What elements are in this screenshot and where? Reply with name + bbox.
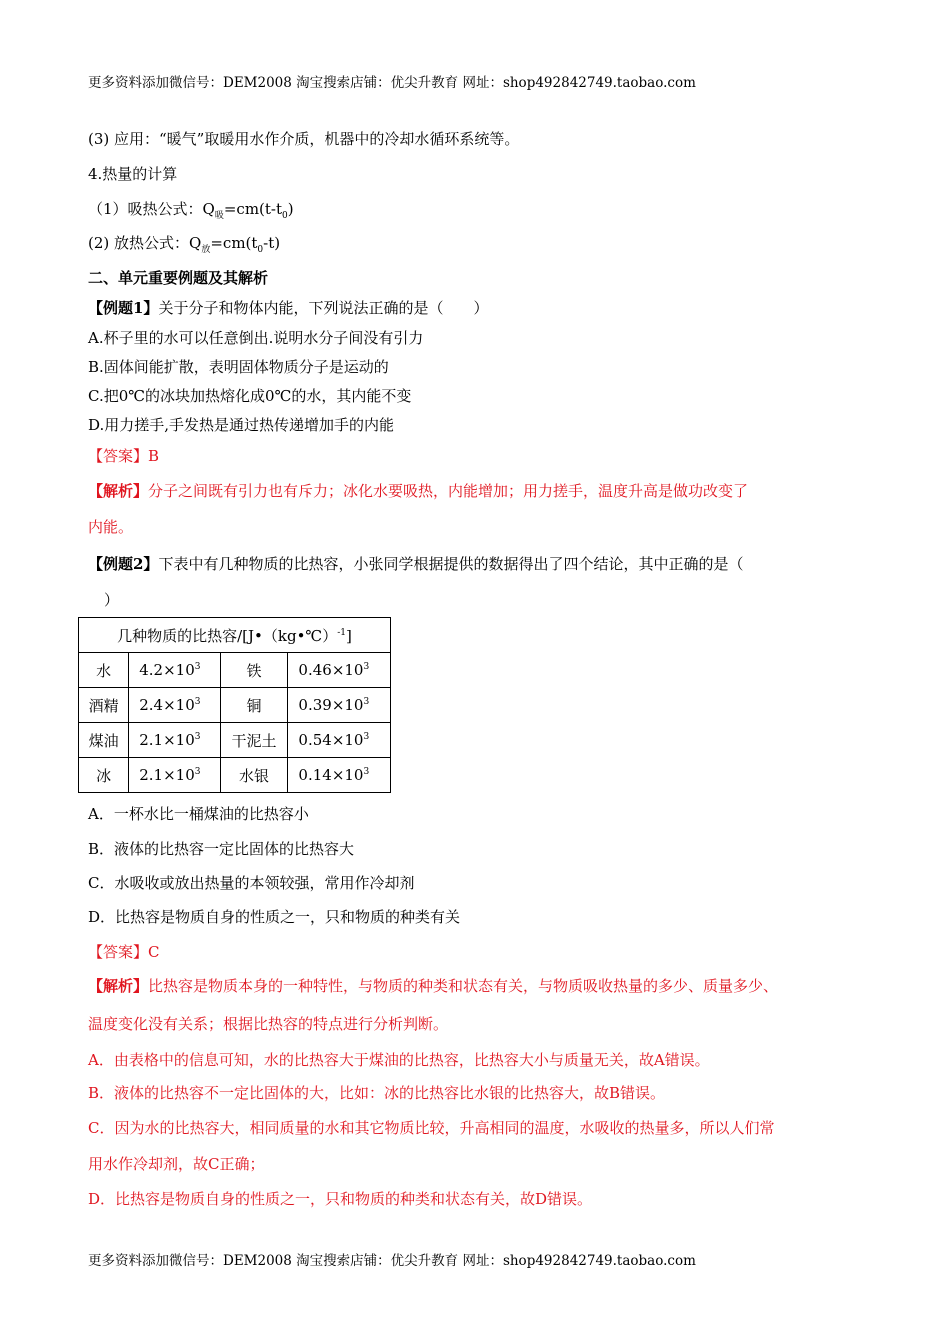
application-text: (3) 应用：“暖气”取暖用水作介质，机器中的冷却水循环系统等。 bbox=[88, 130, 520, 148]
table-caption-row bbox=[79, 618, 391, 653]
table-cell bbox=[129, 653, 220, 688]
table-exp: 3 bbox=[363, 662, 370, 672]
table-cell bbox=[288, 653, 391, 688]
table-value: 2.1×10 bbox=[139, 766, 195, 784]
absorb-formula-body: =cm(t-t bbox=[223, 200, 283, 218]
example2-analysis-line: 温度变化没有关系；根据比热容的特点进行分析判断。 bbox=[88, 1015, 449, 1033]
example1-option-d: D.用力搓手,手发热是通过热传递增加手的内能 bbox=[88, 416, 395, 434]
table-caption-text: 几种物质的比热容/[J•（kg•℃） bbox=[117, 626, 338, 645]
example2-question-close: ） bbox=[104, 591, 120, 609]
example2-analysis-line: B．液体的比热容不一定比固体的大，比如：冰的比热容比水银的比热容大，故B错误。 bbox=[88, 1084, 666, 1102]
absorb-formula-end: ) bbox=[287, 200, 294, 218]
example1-question bbox=[88, 297, 488, 318]
release-formula-sub: 放 bbox=[201, 245, 211, 255]
table-cell: 水银 bbox=[220, 758, 288, 793]
table-cell bbox=[288, 688, 391, 723]
example1-analysis-tag: 【解析】 bbox=[88, 482, 149, 500]
example2-question-text: 下表中有几种物质的比热容，小张同学根据提供的数据得出了四个结论，其中正确的是（ bbox=[158, 555, 744, 573]
example2-analysis-line: A．由表格中的信息可知，水的比热容大于煤油的比热容，比热容大小与质量无关，故A错误。 bbox=[88, 1051, 710, 1069]
release-formula-body: =cm(t bbox=[210, 234, 258, 252]
table-exp: 3 bbox=[194, 662, 201, 672]
example1-answer: 【答案】B bbox=[88, 447, 160, 465]
table-cell: 煤油 bbox=[79, 723, 129, 758]
absorb-formula-t0: 0 bbox=[282, 211, 288, 221]
table-row bbox=[79, 723, 391, 758]
table-cell bbox=[288, 723, 391, 758]
example1-question-text: 关于分子和物体内能，下列说法正确的是（ ） bbox=[158, 299, 489, 317]
table-value: 2.4×10 bbox=[139, 696, 195, 714]
example1-option-c: C.把0℃的冰块加热熔化成0℃的水，其内能不变 bbox=[88, 387, 412, 405]
table-row bbox=[79, 688, 391, 723]
table-caption bbox=[79, 618, 391, 653]
example2-analysis bbox=[88, 975, 778, 996]
example2-analysis-text: 比热容是物质本身的一种特性，与物质的种类和状态有关，与物质吸收热量的多少、质量多少、 bbox=[148, 977, 779, 995]
table-value: 0.39×10 bbox=[298, 696, 364, 714]
table-cell bbox=[129, 723, 220, 758]
table-value: 0.46×10 bbox=[298, 661, 364, 679]
example2-analysis-line: C．因为水的比热容大，相同质量的水和其它物质比较，升高相同的温度，水吸收的热量多，所以人们常 bbox=[88, 1119, 775, 1137]
absorb-formula bbox=[88, 198, 294, 221]
example1-analysis bbox=[88, 480, 748, 501]
example2-option-d: D．比热容是物质自身的性质之一，只和物质的种类有关 bbox=[88, 908, 461, 926]
example2-answer: 【答案】C bbox=[88, 943, 160, 961]
table-cell: 冰 bbox=[79, 758, 129, 793]
example2-tag: 【例题2】 bbox=[88, 555, 159, 573]
example2-analysis-line: D．比热容是物质自身的性质之一，只和物质的种类和状态有关，故D错误。 bbox=[88, 1190, 593, 1208]
table-cell: 干泥土 bbox=[220, 723, 288, 758]
example1-tag: 【例题1】 bbox=[88, 299, 159, 317]
example2-question bbox=[88, 553, 743, 574]
table-cell bbox=[129, 758, 220, 793]
table-exp: 3 bbox=[363, 697, 370, 707]
table-cell: 酒精 bbox=[79, 688, 129, 723]
table-cell: 水 bbox=[79, 653, 129, 688]
example2-analysis-tag: 【解析】 bbox=[88, 977, 149, 995]
example2-option-a: A．一杯水比一桶煤油的比热容小 bbox=[88, 805, 309, 823]
release-formula-end: -t) bbox=[263, 234, 281, 252]
example1-option-b: B.固体间能扩散，表明固体物质分子是运动的 bbox=[88, 358, 389, 376]
table-cell bbox=[129, 688, 220, 723]
table-exp: 3 bbox=[194, 697, 201, 707]
page-header: 更多资料添加微信号：DEM2008 淘宝搜索店铺：优尖升教育 网址：shop492842749.taobao.com bbox=[88, 75, 696, 91]
release-formula-t0: 0 bbox=[257, 245, 264, 255]
table-row bbox=[79, 758, 391, 793]
table-exp: 3 bbox=[194, 732, 201, 742]
section-title: 二、单元重要例题及其解析 bbox=[88, 269, 269, 287]
example2-analysis-line: 用水作冷却剂，故C正确； bbox=[88, 1155, 265, 1173]
example2-option-c: C．水吸收或放出热量的本领较强，常用作冷却剂 bbox=[88, 874, 415, 892]
table-value: 4.2×10 bbox=[139, 661, 195, 679]
table-exp: 3 bbox=[363, 732, 370, 742]
example1-analysis-text: 分子之间既有引力也有斥力；冰化水要吸热，内能增加；用力搓手，温度升高是做功改变了 bbox=[148, 482, 749, 500]
table-value: 2.1×10 bbox=[139, 731, 195, 749]
release-formula bbox=[88, 232, 280, 255]
page-footer: 更多资料添加微信号：DEM2008 淘宝搜索店铺：优尖升教育 网址：shop492842749.taobao.com bbox=[88, 1253, 696, 1269]
table-row bbox=[79, 653, 391, 688]
table-cell: 铁 bbox=[220, 653, 288, 688]
table-cell bbox=[288, 758, 391, 793]
table-cell: 铜 bbox=[220, 688, 288, 723]
specific-heat-table bbox=[78, 617, 391, 793]
example1-option-a: A.杯子里的水可以任意倒出.说明水分子间没有引力 bbox=[88, 329, 424, 347]
release-formula-prefix: (2) 放热公式：Q bbox=[88, 234, 202, 252]
table-value: 0.14×10 bbox=[298, 766, 364, 784]
example1-analysis-cont: 内能。 bbox=[88, 518, 134, 536]
table-caption-end: ] bbox=[346, 626, 352, 645]
absorb-formula-prefix: （1）吸热公式：Q bbox=[88, 200, 215, 218]
table-exp: 3 bbox=[194, 767, 201, 777]
absorb-formula-sub: 吸 bbox=[214, 211, 224, 221]
table-caption-sup: -1 bbox=[337, 627, 346, 638]
heat-calc-title: 4.热量的计算 bbox=[88, 165, 178, 183]
example2-option-b: B．液体的比热容一定比固体的比热容大 bbox=[88, 840, 355, 858]
table-exp: 3 bbox=[363, 767, 370, 777]
table-value: 0.54×10 bbox=[298, 731, 364, 749]
